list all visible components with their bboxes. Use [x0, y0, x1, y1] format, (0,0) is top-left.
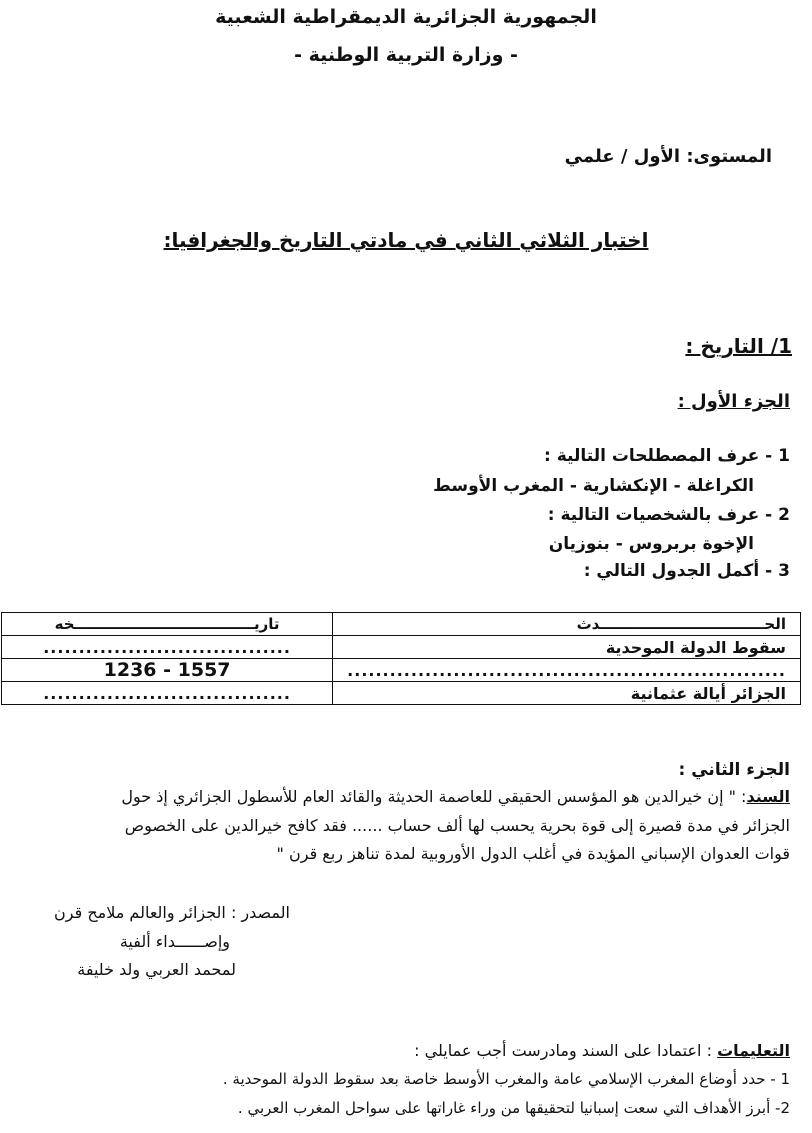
document-label: السند	[746, 787, 790, 806]
question-2: 2 - عرف بالشخصيات التالية :	[547, 505, 790, 525]
table-cell-date: ...................................	[2, 682, 333, 705]
instruction-item-1: 1 - حدد أوضاع المغرب الإسلامي عامة والمغرب الأوسط خاصة بعد سقوط الدولة الموحدية .	[222, 1070, 790, 1088]
document-line-1	[121, 789, 790, 805]
table-cell-event: الجزائر أيالة عثمانية	[333, 682, 801, 705]
exam-title: اختبار الثلاثي الثاني في مادتي التاريخ والجغرافيا:	[163, 228, 649, 252]
table-header-event: الحــــــــــــــــــــــــــــــــدث	[333, 613, 801, 636]
instructions-intro: : اعتمادا على السند ومادرست أجب عمايلي :	[414, 1041, 712, 1060]
table-header-row	[2, 613, 801, 636]
instructions-label: التعليمات	[717, 1041, 790, 1060]
section-history-heading: 1/ التاريخ :	[685, 334, 792, 358]
question-1: 1 - عرف المصطلحات التالية :	[544, 446, 790, 466]
instruction-item-2: 2- أبرز الأهداف التي سعت إسبانيا لتحقيقها من وراء غاراتها على سواحل المغرب العربي .	[237, 1099, 790, 1117]
document-text-1: : " إن خيرالدين هو المؤسس الحقيقي للعاصمة الحديثة والقائد العام للأسطول الجزائري إذ حول	[121, 787, 747, 806]
table-row	[2, 636, 801, 659]
ministry-title: - وزارة التربية الوطنية -	[294, 44, 518, 66]
document-line-3: قوات العدوان الإسباني المؤيدة في أغلب الدول الأوروبية لمدة تناهز ربع قرن "	[276, 844, 790, 863]
document-line-2: الجزائر في مدة قصيرة إلى قوة بحرية يحسب لها ألف حساب ...... فقد كافح خيرالدين على الخصوص	[124, 816, 790, 835]
source-line-1: المصدر : الجزائر والعالم ملامح قرن	[54, 903, 290, 922]
table-cell-event: ..............................................................	[333, 659, 801, 682]
instructions-line	[414, 1043, 790, 1059]
question-3: 3 - أكمل الجدول التالي :	[583, 561, 790, 581]
question-2-people: الإخوة بربروس - بنوزيان	[548, 534, 754, 554]
part1-heading: الجزء الأول :	[677, 391, 790, 412]
level-label: المستوى: الأول / علمي	[564, 146, 772, 167]
table-cell-date: 1557 - 1236	[2, 659, 333, 682]
table-cell-date: ...................................	[2, 636, 333, 659]
table-header-date: تاريـــــــــــــــــــــــــــــــــــخه	[2, 613, 333, 636]
source-line-3: لمحمد العربي ولد خليفة	[77, 960, 236, 979]
table-row	[2, 682, 801, 705]
table-row	[2, 659, 801, 682]
part2-heading: الجزء الثاني :	[678, 760, 790, 780]
question-1-terms: الكراغلة - الإنكشارية - المغرب الأوسط	[433, 476, 754, 496]
source-line-2: وإصــــــداء ألفية	[119, 932, 230, 951]
events-table	[1, 612, 801, 705]
republic-title: الجمهورية الجزائرية الديمقراطية الشعبية	[215, 6, 597, 28]
table-cell-event: سقوط الدولة الموحدية	[333, 636, 801, 659]
